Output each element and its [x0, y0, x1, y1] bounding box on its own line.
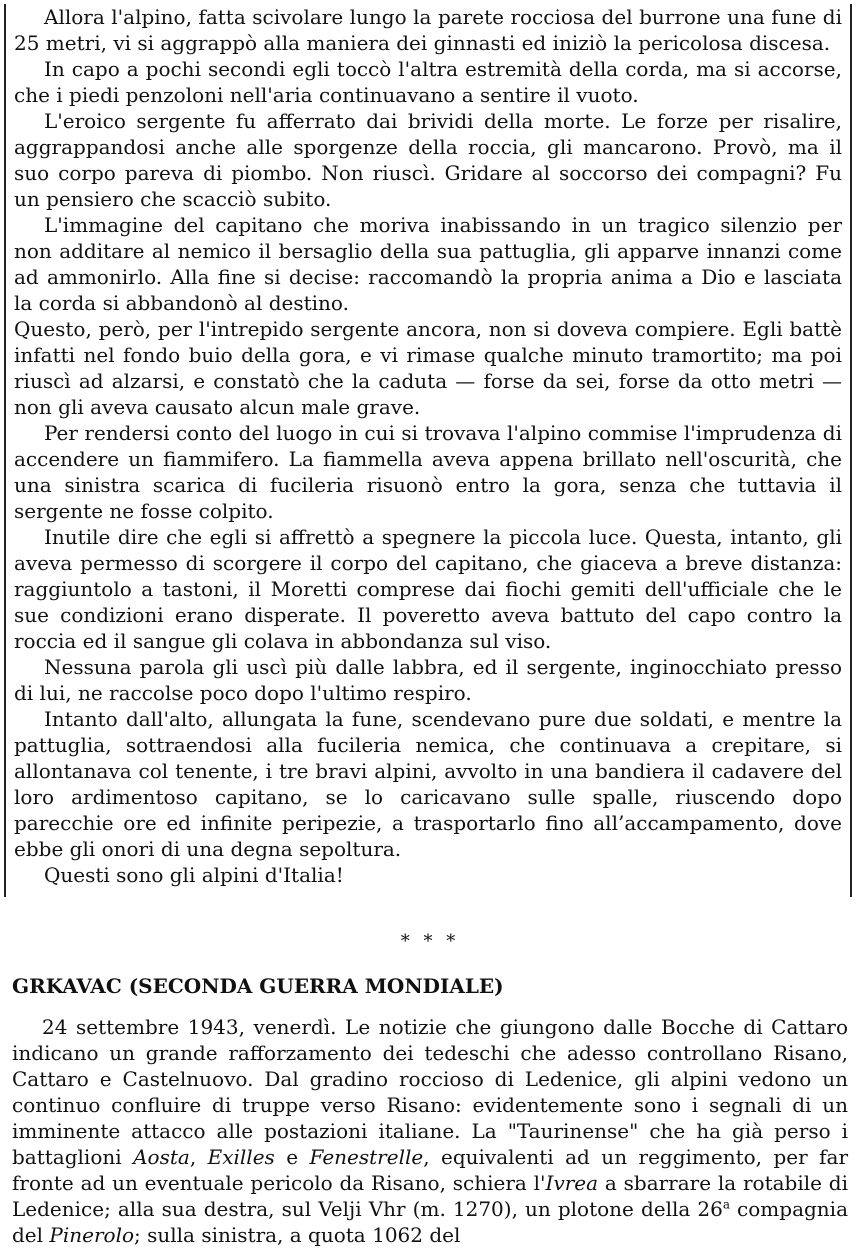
quoted-story-block — [4, 4, 852, 897]
body-paragraph — [12, 1014, 848, 1248]
italic-fenestrelle: Fenestrelle — [309, 1145, 424, 1169]
story-paragraph: Intanto dall'alto, allungata la fune, scendevano pure due soldati, e mentre la pattuglia, sottraendosi alla fucileria nemica, che continuava a crepitare, si allontanava col tenente, i tre bravi alpini, avvolto in una bandiera il cadavere del loro ardimentoso capitano, se lo caricavano sulle spalle, riuscendo dopo parecchie ore ed infinite peripezie, a trasportarlo fino all’accampamento, dove ebbe gli onori di una degna sepoltura. — [14, 707, 842, 861]
superscript-ordinal: a — [722, 1197, 730, 1212]
body-text: 24 settembre 1943, venerdì. Le notizie che giungono dalle Bocche di Cattaro indicano un grande rafforzamento dei tedeschi che adesso controllano Risano, Cattaro e Castelnuovo. Dal gradino roccioso di Ledenice, gli alpini vedono un continuo confluire di truppe verso Risano: evidentemente sono i segnali di un imminente attacco alle postazioni italiane. La "Taurinense" che ha già perso i battaglioni — [12, 1015, 848, 1169]
story-paragraph: Questo, però, per l'intrepido sergente ancora, non si doveva compiere. Egli battè infatti nel fondo buio della gora, e vi rimase qualche minuto tramortito; ma poi riuscì ad alzarsi, e constatò che la caduta — forse da sei, forse da otto metri — non gli aveva causato alcun male grave. — [14, 317, 842, 419]
story-paragraph: Allora l'alpino, fatta scivolare lungo la parete rocciosa del burrone una fune di 25 metri, vi si aggrappò alla maniera dei ginnasti ed iniziò la pericolosa discesa. — [14, 5, 842, 55]
story-paragraph: Nessuna parola gli uscì più dalle labbra, ed il sergente, inginocchiato presso di lui, ne raccolse poco dopo l'ultimo respiro. — [14, 655, 842, 705]
body-text: a sbarrare la rotabile di Ledenice; alla sua destra, sul Velji Vhr (m. 1270), un plotone della 26 — [12, 1171, 848, 1221]
story-paragraph: L'eroico sergente fu afferrato dai brividi della morte. Le forze per risalire, aggrappandosi anche alle sporgenze della roccia, gli mancarono. Provò, ma il suo corpo pareva di piombo. Non riuscì. Gridare al soccorso dei compagni? Fu un pensiero che scacciò subito. — [14, 109, 842, 211]
italic-aosta: Aosta — [133, 1145, 190, 1169]
section-body — [12, 1014, 848, 1248]
story-paragraph: Inutile dire che egli si affrettò a spegnere la piccola luce. Questa, intanto, gli aveva permesso di scorgere il corpo del capitano, che giaceva a breve distanza: raggiuntolo a tastoni, il Moretti comprese dai fiochi gemiti dell'ufficiale che le sue condizioni erano disperate. Il poveretto aveva battuto del capo contro la roccia ed il sangue gli colava in abbondanza sul viso. — [14, 525, 842, 653]
italic-pinerolo: Pinerolo — [49, 1223, 135, 1247]
body-text: ; sulla sinistra, a quota 1062 del — [134, 1223, 461, 1247]
body-text: e — [274, 1145, 310, 1169]
body-text: , — [189, 1145, 208, 1169]
story-paragraph: In capo a pochi secondi egli toccò l'altra estremità della corda, ma si accorse, che i piedi penzoloni nell'aria continuavano a sentire il vuoto. — [14, 57, 842, 107]
section-separator: * * * — [400, 931, 460, 952]
italic-ivrea: Ivrea — [545, 1171, 599, 1195]
body-text: compagnia del — [12, 1197, 848, 1247]
story-paragraph: Questi sono gli alpini d'Italia! — [44, 863, 344, 887]
story-paragraph: L'immagine del capitano che moriva inabissando in un tragico silenzio per non additare al nemico il bersaglio della sua pattuglia, gli apparve innanzi come ad ammonirlo. Alla fine si decise: raccomandò la propria anima a Dio e lasciata la corda si abbandonò al destino. — [14, 213, 842, 315]
body-text: , equivalenti ad un reggimento, per far fronte ad un eventuale pericolo da Risano, schiera l' — [12, 1145, 849, 1195]
section-heading: GRKAVAC (SECONDA GUERRA MONDIALE) — [12, 974, 504, 998]
story-paragraph: Per rendersi conto del luogo in cui si trovava l'alpino commise l'imprudenza di accendere un fiammifero. La fiammella aveva appena brillato nell'oscurità, che una sinistra scarica di fucileria risuonò entro la gora, senza che tuttavia il sergente ne fosse colpito. — [14, 421, 842, 523]
italic-exilles: Exilles — [207, 1145, 275, 1169]
